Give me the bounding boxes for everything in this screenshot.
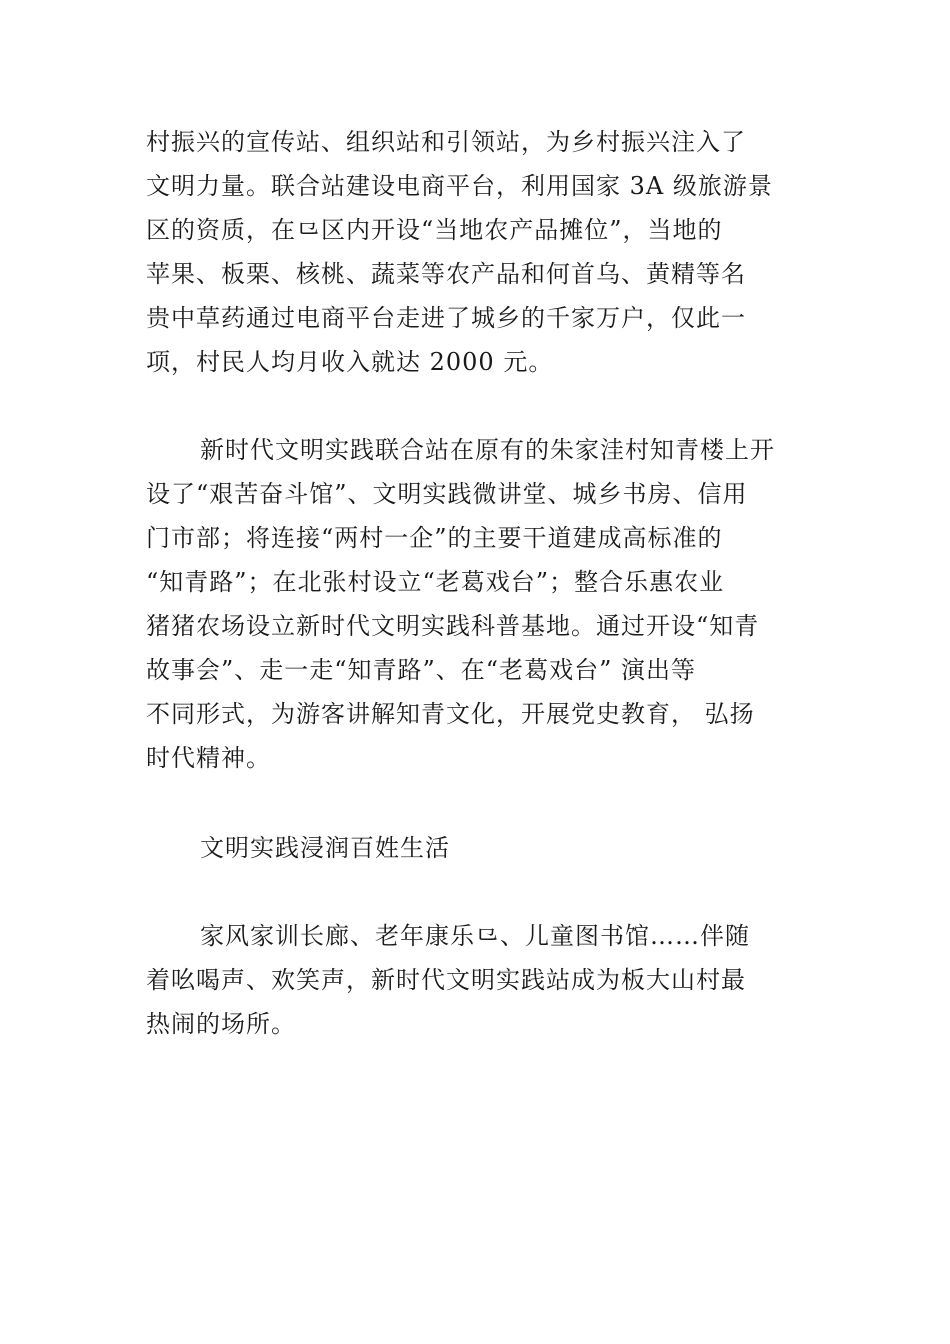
paragraph-2 (146, 428, 826, 780)
paragraph-2-line-2: 设了“艰苦奋斗馆”、文明实践微讲堂、城乡书房、信用 (146, 480, 748, 508)
paragraph-2-line-1: 新时代文明实践联合站在原有的朱家洼村知青楼上开 (200, 436, 775, 464)
paragraph-1-line-3: 区的资质，在⺋区内开设“当地农产品摊位”，当地的 (146, 216, 723, 244)
paragraph-1-line-5: 贵中草药通过电商平台走进了城乡的千家万户，仅此一 (146, 304, 746, 332)
paragraph-3-line-2: 着吆喝声、欢笑声，新时代文明实践站成为板大山村最 (146, 966, 746, 994)
paragraph-2-line-8: 时代精神。 (146, 744, 271, 772)
paragraph-2-line-6: 故事会”、走一走“知青路”、在“老葛戏台” 演出等 (146, 656, 696, 684)
paragraph-1-line-1: 村振兴的宣传站、组织站和引领站，为乡村振兴注入了 (146, 128, 746, 156)
paragraph-2-line-3: 门市部；将连接“两村一企”的主要干道建成高标准的 (146, 524, 723, 552)
paragraph-2-line-7: 不同形式，为游客讲解知青文化，开展党史教育， 弘扬 (146, 700, 755, 728)
paragraph-2-line-4: “知青路”；在北张村设立“老葛戏台”；整合乐惠农业 (146, 568, 725, 596)
paragraph-3-line-3: 热闹的场所。 (146, 1010, 296, 1038)
paragraph-1 (146, 120, 826, 384)
paragraph-3-line-1: 家风家训长廊、老年康乐⺋、儿童图书馆……伴随 (200, 922, 750, 950)
section-heading: 文明实践浸润百姓生活 (200, 834, 450, 862)
paragraph-3 (146, 914, 826, 1046)
paragraph-2-line-5: 猪猪农场设立新时代文明实践科普基地。通过开设“知青 (146, 612, 760, 640)
paragraph-1-line-6: 项，村民人均月收入就达 2000 元。 (146, 348, 554, 376)
paragraph-1-line-2: 文明力量。联合站建设电商平台，利用国家 3A 级旅游景 (146, 172, 773, 200)
paragraph-1-line-4: 苹果、板栗、核桃、蔬菜等农产品和何首乌、黄精等名 (146, 260, 746, 288)
